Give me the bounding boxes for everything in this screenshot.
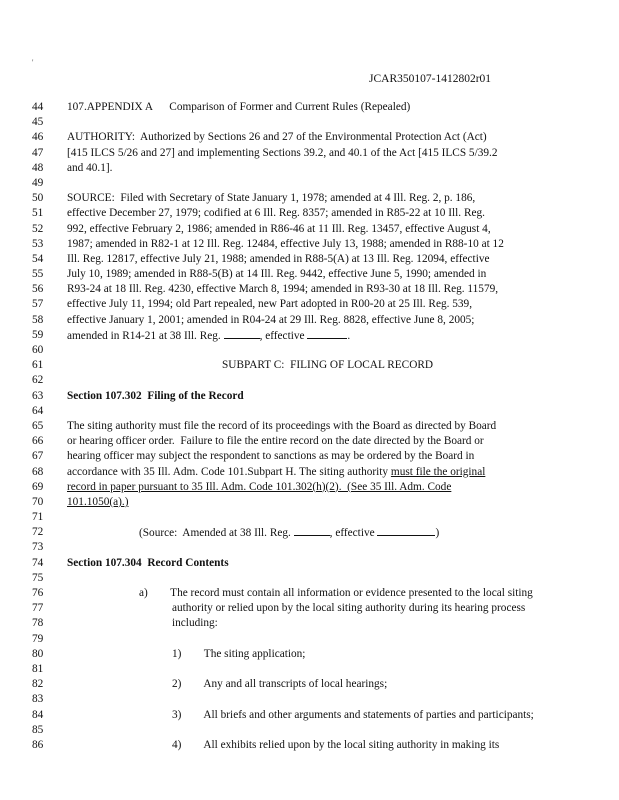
line-text xyxy=(67,297,472,312)
text-segment: 1) The siting application; xyxy=(172,647,306,660)
text-segment: and 40.1]. xyxy=(67,161,113,174)
line-text xyxy=(222,358,433,373)
line-number: 71 xyxy=(32,511,44,524)
text-segment: Section 107.302 Filing of the Record xyxy=(67,389,244,402)
text-segment: 2) Any and all transcripts of local hearings; xyxy=(172,678,388,691)
text-segment: 1987; amended in R82-1 at 12 Ill. Reg. 12484, effective July 13, 1988; amended in R88-10 at 12 xyxy=(67,237,504,250)
line-text xyxy=(67,267,486,282)
line-number: 77 xyxy=(32,602,44,615)
document-line xyxy=(32,252,592,267)
line-number: 79 xyxy=(32,632,44,645)
text-segment: [415 ILCS 5/26 and 27] and implementing Sections 39.2, and 40.1 of the Act [415 ILCS 5/39.2 xyxy=(67,146,498,159)
text-segment: or hearing officer order. Failure to file the entire record on the date directed by the Board or xyxy=(67,435,484,448)
document-line xyxy=(32,510,592,525)
document-line xyxy=(32,616,592,631)
document-line xyxy=(32,115,592,130)
fill-in-blank xyxy=(307,328,347,339)
line-number: 86 xyxy=(32,738,44,751)
line-text xyxy=(67,495,129,510)
text-segment: including: xyxy=(172,617,218,630)
line-number: 46 xyxy=(32,131,44,144)
line-text xyxy=(139,525,439,541)
text-segment: , effective xyxy=(329,527,378,540)
line-text xyxy=(172,738,499,753)
text-segment: authority or relied upon by the local siting authority during its hearing process xyxy=(172,602,526,615)
line-number: 73 xyxy=(32,541,44,554)
document-line xyxy=(32,465,592,480)
document-line xyxy=(32,237,592,252)
text-segment: The siting authority must file the record of its proceedings with the Board as directed by Board xyxy=(67,419,497,432)
document-line xyxy=(32,146,592,161)
line-text xyxy=(67,100,410,115)
line-text xyxy=(67,282,498,297)
text-segment: effective January 1, 2001; amended in R04-24 at 29 Ill. Reg. 8828, effective June 8, 2005; xyxy=(67,313,475,326)
line-number: 61 xyxy=(32,359,44,372)
document-line xyxy=(32,449,592,464)
line-number: 47 xyxy=(32,146,44,159)
document-line xyxy=(32,677,592,692)
line-number: 78 xyxy=(32,617,44,630)
document-line xyxy=(32,480,592,495)
line-number: 60 xyxy=(32,344,44,356)
line-number: 53 xyxy=(32,237,44,250)
line-number: 48 xyxy=(32,161,44,174)
line-number: 65 xyxy=(32,419,44,432)
line-text xyxy=(67,556,229,571)
line-text xyxy=(67,313,474,328)
document-line xyxy=(32,662,592,677)
line-number: 57 xyxy=(32,298,44,311)
line-number: 59 xyxy=(32,328,44,341)
line-text xyxy=(67,252,490,267)
text-segment: , effective xyxy=(259,329,308,342)
line-text xyxy=(67,465,485,480)
line-text xyxy=(67,389,244,404)
line-number: 63 xyxy=(32,389,44,402)
document-line xyxy=(32,297,592,312)
document-line xyxy=(32,434,592,449)
text-segment: Ill. Reg. 12817, effective July 21, 1988; amended in R88-5(A) at 13 Ill. Reg. 12094, effective xyxy=(67,252,490,265)
text-segment: SOURCE: Filed with Secretary of State January 1, 1978; amended at 4 Ill. Reg. 2, p. 186, xyxy=(67,192,476,205)
line-number: 84 xyxy=(32,708,44,721)
line-number: 66 xyxy=(32,435,44,448)
text-segment: 3) All briefs and other arguments and statements of parties and participants; xyxy=(172,708,534,721)
line-text xyxy=(172,647,305,662)
line-number: 75 xyxy=(32,571,44,584)
text-segment: Section 107.304 Record Contents xyxy=(67,556,229,569)
line-number: 83 xyxy=(32,693,44,706)
line-number: 70 xyxy=(32,495,44,508)
fill-in-blank xyxy=(377,525,435,536)
text-segment: 992, effective February 2, 1986; amended in R86-46 at 11 Ill. Reg. 13457, effective August 4, xyxy=(67,222,491,235)
text-segment: 101.1050(a).) xyxy=(67,495,129,508)
line-number: 56 xyxy=(32,283,44,296)
line-number: 85 xyxy=(32,723,44,736)
line-text xyxy=(67,146,498,161)
line-text xyxy=(67,222,491,237)
document-line xyxy=(32,191,592,206)
text-segment: 107.APPENDIX A Comparison of Former and Current Rules (Repealed) xyxy=(67,101,411,113)
document-line xyxy=(32,525,592,540)
document-line xyxy=(32,571,592,586)
text-segment: hearing officer may subject the respondent to sanctions as may be ordered by the Board in xyxy=(67,450,475,463)
document-line xyxy=(32,586,592,601)
text-segment: (Source: Amended at 38 Ill. Reg. xyxy=(139,527,294,540)
line-number: 52 xyxy=(32,222,44,235)
document-line xyxy=(32,632,592,647)
document-line xyxy=(32,647,592,662)
line-number: 54 xyxy=(32,252,44,265)
document-line xyxy=(32,206,592,221)
stray-mark: ' xyxy=(32,58,34,67)
fill-in-blank xyxy=(294,525,330,536)
document-line xyxy=(32,692,592,707)
line-number: 49 xyxy=(32,176,44,189)
document-line xyxy=(32,601,592,616)
line-number: 74 xyxy=(32,556,44,569)
document-line xyxy=(32,328,592,343)
document-line xyxy=(32,556,592,571)
line-number: 72 xyxy=(32,526,44,539)
document-line xyxy=(32,723,592,738)
document-code: JCAR350107-1412802r01 xyxy=(369,73,492,85)
line-number: 64 xyxy=(32,404,44,417)
line-text xyxy=(67,419,496,434)
document-line xyxy=(32,738,592,753)
line-number: 81 xyxy=(32,662,44,675)
line-number: 68 xyxy=(32,465,44,478)
document-body xyxy=(32,100,592,753)
line-text xyxy=(67,130,487,145)
line-number: 45 xyxy=(32,116,44,129)
line-number: 55 xyxy=(32,268,44,281)
text-segment: effective December 27, 1979; codified at 6 Ill. Reg. 8357; amended in R85-22 at 10 Ill. Reg. xyxy=(67,207,485,220)
document-line xyxy=(32,540,592,555)
document-line xyxy=(32,161,592,176)
document-line xyxy=(32,100,592,115)
line-text xyxy=(172,677,387,692)
line-number: 69 xyxy=(32,480,44,493)
text-segment: amended in R14-21 at 38 Ill. Reg. xyxy=(67,329,224,342)
line-text xyxy=(67,328,350,344)
line-text xyxy=(67,434,484,449)
text-segment: . xyxy=(347,329,351,342)
line-text xyxy=(139,586,533,601)
document-line xyxy=(32,176,592,191)
fill-in-blank xyxy=(224,328,260,339)
line-text xyxy=(67,449,474,464)
line-text xyxy=(67,206,485,221)
line-text xyxy=(67,191,475,206)
text-segment: a) The record must contain all information or evidence presented to the local siting xyxy=(139,587,533,599)
line-text xyxy=(172,708,534,723)
line-number: 51 xyxy=(32,207,44,220)
line-text xyxy=(67,237,504,252)
text-segment: effective July 11, 1994; old Part repealed, new Part adopted in R00-20 at 25 Ill. Reg. 539, xyxy=(67,298,473,311)
line-number: 76 xyxy=(32,587,44,599)
document-line xyxy=(32,267,592,282)
line-number: 80 xyxy=(32,647,44,660)
document-line xyxy=(32,343,592,358)
document-line xyxy=(32,495,592,510)
document-line xyxy=(32,708,592,723)
line-text xyxy=(67,161,113,176)
document-line xyxy=(32,373,592,388)
text-segment: must file the original xyxy=(390,465,486,478)
line-number: 67 xyxy=(32,450,44,463)
text-segment: July 10, 1989; amended in R88-5(B) at 14 Ill. Reg. 9442, effective June 5, 1990; amended in xyxy=(67,268,487,281)
document-line xyxy=(32,419,592,434)
line-number: 82 xyxy=(32,678,44,691)
text-segment: AUTHORITY: Authorized by Sections 26 and 27 of the Environmental Protection Act (Act) xyxy=(67,131,487,144)
line-number: 50 xyxy=(32,192,44,205)
line-text xyxy=(172,616,218,631)
line-text xyxy=(172,601,525,616)
document-line xyxy=(32,313,592,328)
text-segment: ) xyxy=(435,527,440,540)
text-segment: SUBPART C: FILING OF LOCAL RECORD xyxy=(222,359,434,372)
document-line xyxy=(32,282,592,297)
document-line xyxy=(32,358,592,373)
document-line xyxy=(32,389,592,404)
text-segment: 4) All exhibits relied upon by the local siting authority in making its xyxy=(172,738,500,751)
document-line xyxy=(32,222,592,237)
text-segment: R93-24 at 18 Ill. Reg. 4230, effective March 8, 1994; amended in R93-30 at 18 Ill. Reg. 11579, xyxy=(67,283,499,296)
text-segment: record in paper pursuant to 35 Ill. Adm. Code 101.302(h)(2). (See 35 Ill. Adm. Code xyxy=(67,480,452,493)
line-number: 44 xyxy=(32,101,44,113)
document-line xyxy=(32,130,592,145)
text-segment: accordance with 35 Ill. Adm. Code 101.Subpart H. The siting authority xyxy=(67,465,391,478)
document-line xyxy=(32,404,592,419)
line-number: 62 xyxy=(32,374,44,387)
line-number: 58 xyxy=(32,313,44,326)
line-text xyxy=(67,480,451,495)
